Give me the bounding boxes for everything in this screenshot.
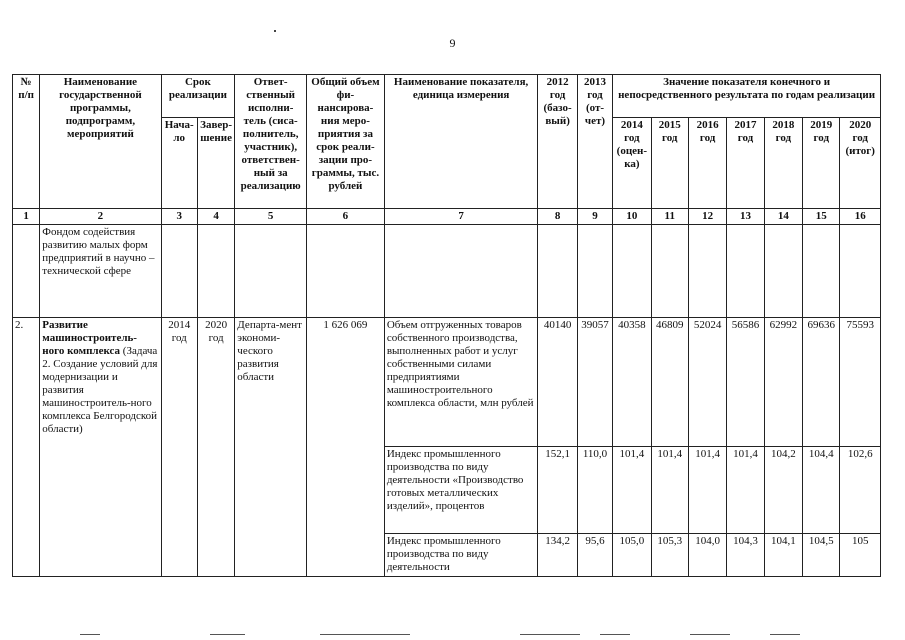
indicator-value: 62992 (764, 318, 802, 447)
indicator-value: 110,0 (577, 447, 612, 534)
indicator-value: 104,2 (764, 447, 802, 534)
indicator-value: 152,1 (538, 447, 577, 534)
header-number: № п/п (13, 75, 40, 209)
header-responsible: Ответ-ственный исполни-тель (сиса-полнитель, участник), ответствен-ный за реализацию (235, 75, 307, 209)
header-funding: Общий объем фи-нансирова-ния меро-приятия за срок реали-зации про-граммы, тыс. рублей (307, 75, 385, 209)
row-number: 2. (13, 318, 40, 577)
header-values-group: Значение показателя конечного и непосредственного результата по годам реализации (613, 75, 881, 118)
header-program-name: Наименование государственной программы, подпрограмм, мероприятий (40, 75, 161, 209)
header-indicator: Наименование показателя, единица измерения (384, 75, 538, 209)
indicator-name: Объем отгруженных товаров собственного производства, выполненных работ и услуг собственными силами предприятиями машиностроительного комплекса области, млн рублей (384, 318, 538, 447)
column-number: 12 (688, 209, 726, 225)
indicator-value: 134,2 (538, 534, 577, 577)
column-number: 15 (803, 209, 840, 225)
indicator-value: 104,1 (764, 534, 802, 577)
header-year-2018: 2018 год (764, 118, 802, 209)
responsible-department: Департа-мент экономи-ческого развития области (235, 318, 307, 577)
indicator-value: 104,5 (803, 534, 840, 577)
indicator-value: 40140 (538, 318, 577, 447)
indicator-value: 104,3 (727, 534, 764, 577)
header-year-2017: 2017 год (727, 118, 764, 209)
indicator-value: 52024 (688, 318, 726, 447)
funding-amount: 1 626 069 (307, 318, 385, 577)
column-number: 10 (613, 209, 651, 225)
column-number: 2 (40, 209, 161, 225)
column-number: 4 (197, 209, 234, 225)
header-2013: 2013 год (от-чет) (577, 75, 612, 209)
continuation-row (13, 225, 881, 318)
indicator-value: 39057 (577, 318, 612, 447)
program-table (12, 74, 881, 577)
start-year: 2014 год (161, 318, 197, 577)
indicator-value: 101,4 (651, 447, 688, 534)
column-number: 13 (727, 209, 764, 225)
header-row-1 (13, 75, 881, 118)
column-number: 1 (13, 209, 40, 225)
column-number-row (13, 209, 881, 225)
program-name-bold: Развитие машиностроитель-ного комплекса (42, 319, 137, 357)
header-end: Завер-шение (197, 118, 234, 209)
indicator-value: 101,4 (613, 447, 651, 534)
header-2012: 2012 год (базо-вый) (538, 75, 577, 209)
indicator-value: 40358 (613, 318, 651, 447)
end-year: 2020 год (197, 318, 234, 577)
header-year-2016: 2016 год (688, 118, 726, 209)
scan-footer-artifacts (0, 628, 905, 640)
column-number: 6 (307, 209, 385, 225)
continuation-text: Фондом содействия развитию малых форм предприятий в научно – технической сфере (40, 225, 161, 318)
program-name-cell (40, 318, 161, 577)
header-year-2020: 2020 год (итог) (840, 118, 881, 209)
indicator-value: 69636 (803, 318, 840, 447)
column-number: 11 (651, 209, 688, 225)
page-number: 9 (449, 36, 456, 50)
indicator-value: 95,6 (577, 534, 612, 577)
column-number: 7 (384, 209, 538, 225)
indicator-value: 105,0 (613, 534, 651, 577)
column-number: 9 (577, 209, 612, 225)
column-number: 8 (538, 209, 577, 225)
column-number: 3 (161, 209, 197, 225)
indicator-name: Индекс промышленного производства по виду деятельности (384, 534, 538, 577)
indicator-value: 46809 (651, 318, 688, 447)
header-period: Срок реализации (161, 75, 235, 118)
column-number: 5 (235, 209, 307, 225)
column-number: 16 (840, 209, 881, 225)
indicator-value: 102,6 (840, 447, 881, 534)
header-year-2014: 2014 год (оцен-ка) (613, 118, 651, 209)
scan-speck (274, 30, 276, 32)
indicator-value: 105,3 (651, 534, 688, 577)
indicator-value: 75593 (840, 318, 881, 447)
table-row (13, 318, 881, 447)
indicator-value: 56586 (727, 318, 764, 447)
program-name-task: (Задача 2. Создание условий для модернизации и развития машиностроитель-ного комплекса Белгородской области) (42, 345, 158, 435)
indicator-name: Индекс промышленного производства по виду деятельности «Производство готовых металлических изделий», процентов (384, 447, 538, 534)
indicator-value: 101,4 (727, 447, 764, 534)
header-start: Нача-ло (161, 118, 197, 209)
indicator-value: 101,4 (688, 447, 726, 534)
indicator-value: 105 (840, 534, 881, 577)
header-year-2015: 2015 год (651, 118, 688, 209)
indicator-value: 104,4 (803, 447, 840, 534)
column-number: 14 (764, 209, 802, 225)
indicator-value: 104,0 (688, 534, 726, 577)
header-year-2019: 2019 год (803, 118, 840, 209)
